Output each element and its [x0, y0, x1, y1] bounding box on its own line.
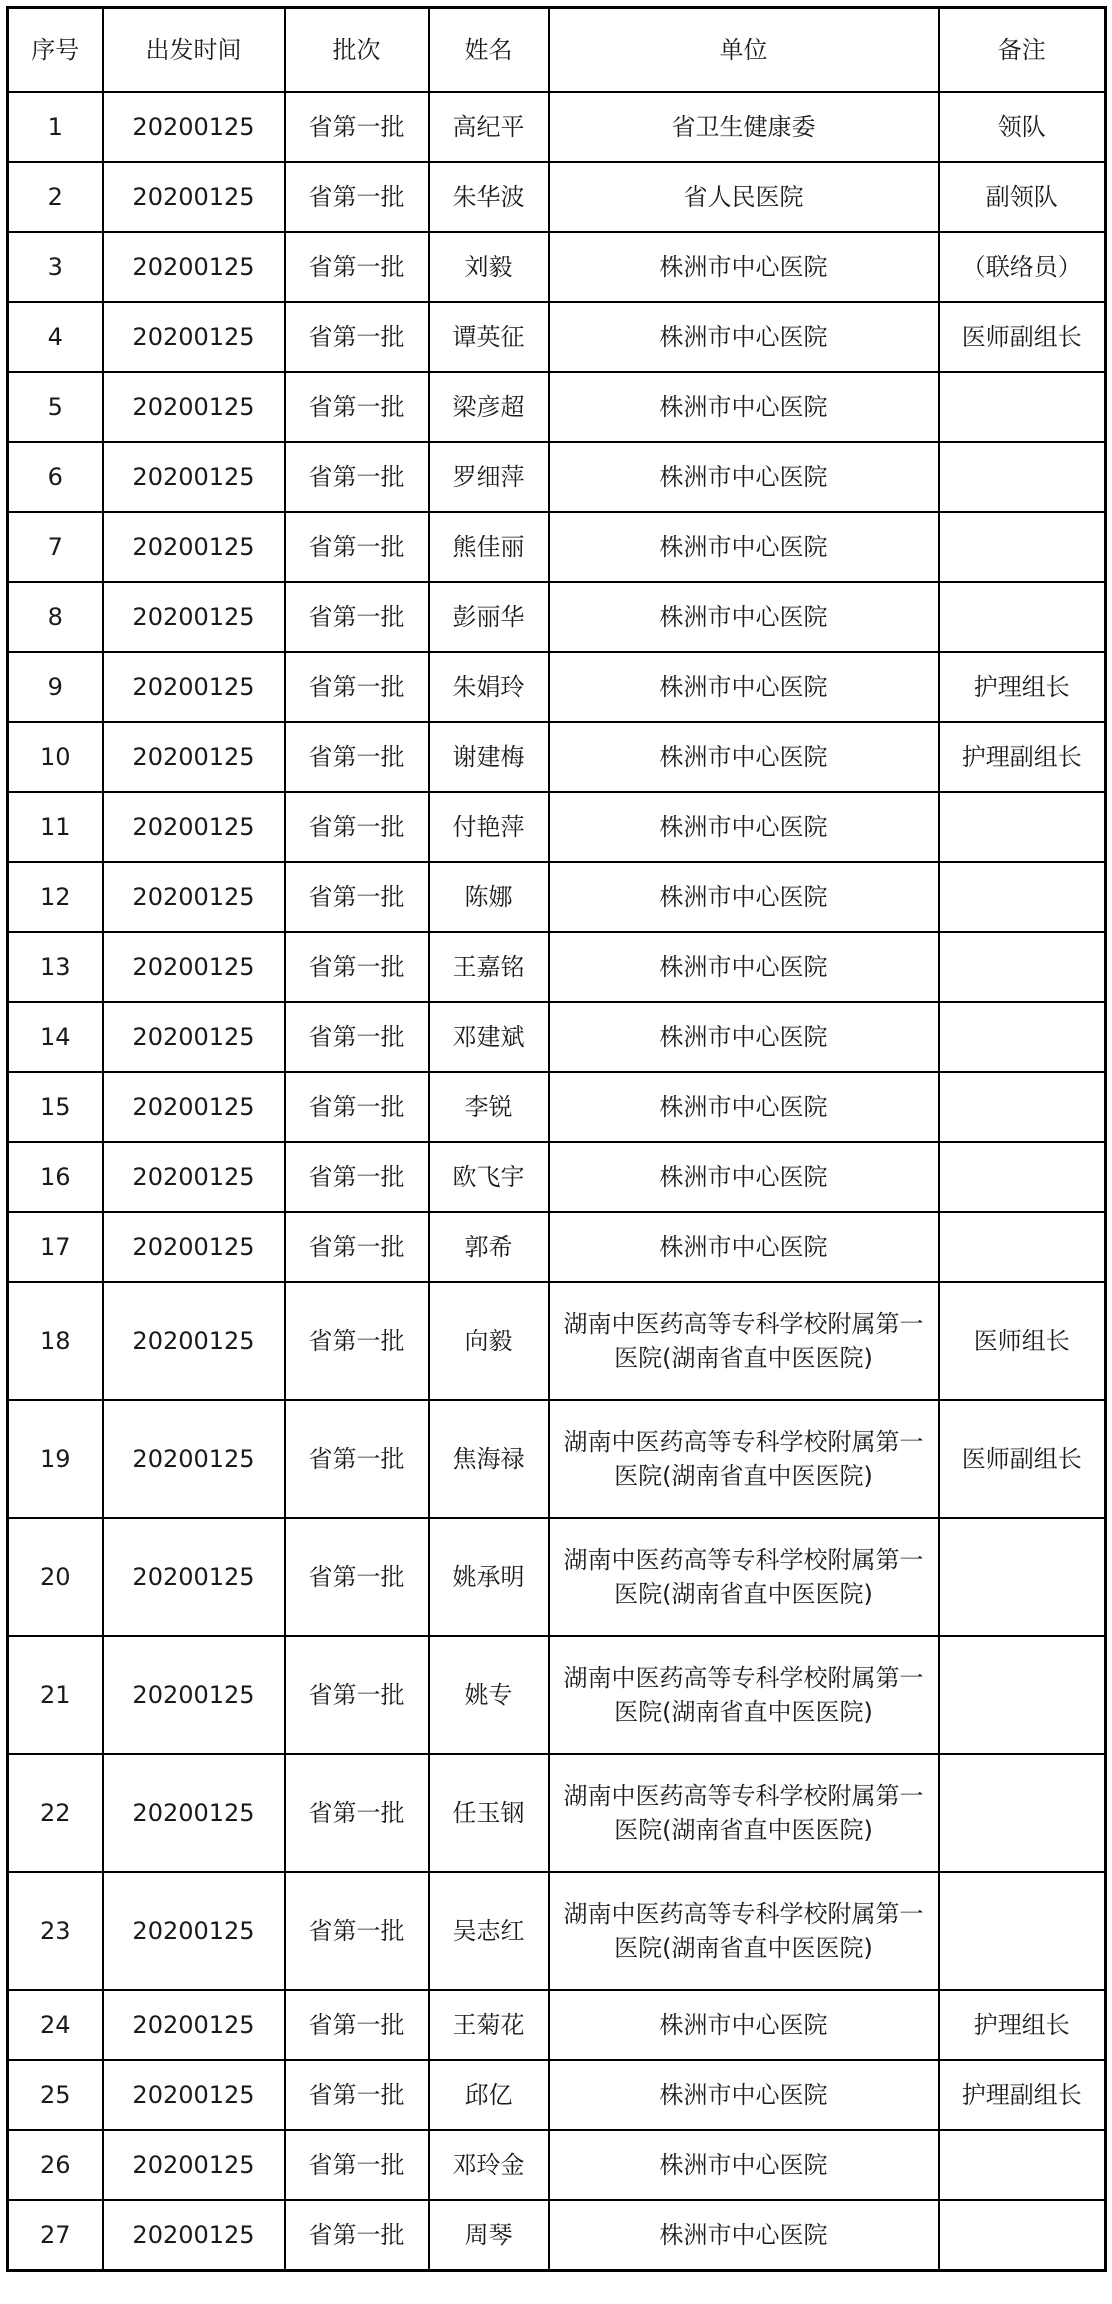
- table-row: [8, 1400, 1106, 1518]
- cell-batch: 省第一批: [285, 2130, 429, 2200]
- cell-batch: 省第一批: [285, 232, 429, 302]
- cell-batch: 省第一批: [285, 862, 429, 932]
- table-row: [8, 1754, 1106, 1872]
- table-row: [8, 1636, 1106, 1754]
- cell-unit: 株洲市中心医院: [549, 1142, 939, 1212]
- cell-name: 焦海禄: [429, 1400, 549, 1518]
- cell-name: 王菊花: [429, 1990, 549, 2060]
- cell-unit: 株洲市中心医院: [549, 232, 939, 302]
- cell-name: 熊佳丽: [429, 512, 549, 582]
- cell-batch: 省第一批: [285, 1754, 429, 1872]
- cell-name: 谢建梅: [429, 722, 549, 792]
- table-row: [8, 2060, 1106, 2130]
- cell-note: 护理副组长: [939, 722, 1106, 792]
- cell-date: 20200125: [103, 652, 285, 722]
- cell-note: （联络员）: [939, 232, 1106, 302]
- cell-date: 20200125: [103, 512, 285, 582]
- cell-note: [939, 2130, 1106, 2200]
- cell-name: 朱华波: [429, 162, 549, 232]
- cell-date: 20200125: [103, 2060, 285, 2130]
- cell-name: 欧飞宇: [429, 1142, 549, 1212]
- table-row: [8, 1072, 1106, 1142]
- cell-no: 17: [8, 1212, 103, 1282]
- cell-name: 谭英征: [429, 302, 549, 372]
- table-row: [8, 1282, 1106, 1400]
- cell-note: 护理组长: [939, 652, 1106, 722]
- cell-note: 副领队: [939, 162, 1106, 232]
- cell-batch: 省第一批: [285, 1990, 429, 2060]
- table-row: [8, 1212, 1106, 1282]
- cell-no: 1: [8, 92, 103, 162]
- cell-note: [939, 2200, 1106, 2271]
- cell-date: 20200125: [103, 1212, 285, 1282]
- cell-batch: 省第一批: [285, 1072, 429, 1142]
- cell-note: [939, 932, 1106, 1002]
- cell-no: 20: [8, 1518, 103, 1636]
- header-name: 姓名: [429, 8, 549, 93]
- cell-name: 李锐: [429, 1072, 549, 1142]
- cell-no: 25: [8, 2060, 103, 2130]
- cell-note: [939, 512, 1106, 582]
- cell-date: 20200125: [103, 372, 285, 442]
- cell-date: 20200125: [103, 1400, 285, 1518]
- cell-date: 20200125: [103, 162, 285, 232]
- table-row: [8, 722, 1106, 792]
- cell-unit: 株洲市中心医院: [549, 1072, 939, 1142]
- cell-date: 20200125: [103, 2200, 285, 2271]
- cell-date: 20200125: [103, 442, 285, 512]
- cell-no: 2: [8, 162, 103, 232]
- cell-unit: 株洲市中心医院: [549, 582, 939, 652]
- table-row: [8, 232, 1106, 302]
- cell-batch: 省第一批: [285, 2200, 429, 2271]
- cell-batch: 省第一批: [285, 92, 429, 162]
- cell-date: 20200125: [103, 92, 285, 162]
- cell-unit: 湖南中医药高等专科学校附属第一医院(湖南省直中医医院): [549, 1872, 939, 1990]
- header-note: 备注: [939, 8, 1106, 93]
- cell-no: 8: [8, 582, 103, 652]
- table-row: [8, 512, 1106, 582]
- cell-date: 20200125: [103, 862, 285, 932]
- cell-no: 12: [8, 862, 103, 932]
- table-row: [8, 792, 1106, 862]
- cell-date: 20200125: [103, 722, 285, 792]
- cell-unit: 湖南中医药高等专科学校附属第一医院(湖南省直中医医院): [549, 1518, 939, 1636]
- cell-no: 19: [8, 1400, 103, 1518]
- table-row: [8, 932, 1106, 1002]
- cell-unit: 省卫生健康委: [549, 92, 939, 162]
- cell-name: 姚承明: [429, 1518, 549, 1636]
- cell-name: 高纪平: [429, 92, 549, 162]
- cell-note: [939, 1072, 1106, 1142]
- cell-unit: 湖南中医药高等专科学校附属第一医院(湖南省直中医医院): [549, 1400, 939, 1518]
- cell-unit: 株洲市中心医院: [549, 1990, 939, 2060]
- cell-note: 医师组长: [939, 1282, 1106, 1400]
- cell-no: 3: [8, 232, 103, 302]
- cell-unit: 株洲市中心医院: [549, 2060, 939, 2130]
- cell-date: 20200125: [103, 1754, 285, 1872]
- header-no: 序号: [8, 8, 103, 93]
- cell-batch: 省第一批: [285, 652, 429, 722]
- cell-no: 22: [8, 1754, 103, 1872]
- cell-unit: 株洲市中心医院: [549, 862, 939, 932]
- cell-date: 20200125: [103, 1636, 285, 1754]
- cell-no: 16: [8, 1142, 103, 1212]
- cell-batch: 省第一批: [285, 2060, 429, 2130]
- header-unit: 单位: [549, 8, 939, 93]
- cell-name: 邓建斌: [429, 1002, 549, 1072]
- personnel-table: [6, 6, 1107, 2272]
- cell-no: 21: [8, 1636, 103, 1754]
- cell-no: 14: [8, 1002, 103, 1072]
- cell-batch: 省第一批: [285, 1518, 429, 1636]
- cell-note: [939, 1212, 1106, 1282]
- table-row: [8, 1518, 1106, 1636]
- cell-note: [939, 792, 1106, 862]
- cell-unit: 株洲市中心医院: [549, 792, 939, 862]
- cell-note: [939, 582, 1106, 652]
- table-row: [8, 862, 1106, 932]
- cell-note: [939, 442, 1106, 512]
- cell-batch: 省第一批: [285, 442, 429, 512]
- table-row: [8, 162, 1106, 232]
- cell-name: 邱亿: [429, 2060, 549, 2130]
- table-row: [8, 2130, 1106, 2200]
- cell-note: [939, 1754, 1106, 1872]
- cell-name: 陈娜: [429, 862, 549, 932]
- cell-note: 护理组长: [939, 1990, 1106, 2060]
- cell-date: 20200125: [103, 302, 285, 372]
- table-body: [8, 92, 1106, 2271]
- cell-batch: 省第一批: [285, 1872, 429, 1990]
- cell-name: 朱娟玲: [429, 652, 549, 722]
- cell-note: 医师副组长: [939, 302, 1106, 372]
- cell-no: 5: [8, 372, 103, 442]
- cell-note: [939, 1142, 1106, 1212]
- cell-unit: 株洲市中心医院: [549, 2130, 939, 2200]
- cell-date: 20200125: [103, 1142, 285, 1212]
- cell-unit: 湖南中医药高等专科学校附属第一医院(湖南省直中医医院): [549, 1636, 939, 1754]
- cell-date: 20200125: [103, 1518, 285, 1636]
- cell-name: 周琴: [429, 2200, 549, 2271]
- cell-unit: 省人民医院: [549, 162, 939, 232]
- cell-unit: 株洲市中心医院: [549, 512, 939, 582]
- cell-unit: 株洲市中心医院: [549, 1212, 939, 1282]
- cell-batch: 省第一批: [285, 722, 429, 792]
- cell-no: 26: [8, 2130, 103, 2200]
- table-row: [8, 582, 1106, 652]
- cell-name: 姚专: [429, 1636, 549, 1754]
- cell-name: 王嘉铭: [429, 932, 549, 1002]
- cell-name: 付艳萍: [429, 792, 549, 862]
- cell-no: 15: [8, 1072, 103, 1142]
- cell-no: 10: [8, 722, 103, 792]
- cell-note: 医师副组长: [939, 1400, 1106, 1518]
- cell-date: 20200125: [103, 1072, 285, 1142]
- table-row: [8, 372, 1106, 442]
- cell-batch: 省第一批: [285, 1002, 429, 1072]
- cell-name: 向毅: [429, 1282, 549, 1400]
- cell-batch: 省第一批: [285, 1212, 429, 1282]
- cell-no: 23: [8, 1872, 103, 1990]
- cell-batch: 省第一批: [285, 162, 429, 232]
- cell-name: 邓玲金: [429, 2130, 549, 2200]
- cell-batch: 省第一批: [285, 1636, 429, 1754]
- cell-batch: 省第一批: [285, 372, 429, 442]
- cell-batch: 省第一批: [285, 302, 429, 372]
- table-row: [8, 652, 1106, 722]
- cell-unit: 株洲市中心医院: [549, 2200, 939, 2271]
- cell-date: 20200125: [103, 1002, 285, 1072]
- cell-date: 20200125: [103, 1990, 285, 2060]
- cell-unit: 湖南中医药高等专科学校附属第一医院(湖南省直中医医院): [549, 1754, 939, 1872]
- cell-no: 6: [8, 442, 103, 512]
- cell-note: [939, 372, 1106, 442]
- cell-batch: 省第一批: [285, 1282, 429, 1400]
- cell-batch: 省第一批: [285, 1400, 429, 1518]
- cell-note: [939, 1872, 1106, 1990]
- cell-unit: 株洲市中心医院: [549, 302, 939, 372]
- header-date: 出发时间: [103, 8, 285, 93]
- table-row: [8, 92, 1106, 162]
- cell-name: 罗细萍: [429, 442, 549, 512]
- cell-name: 吴志红: [429, 1872, 549, 1990]
- cell-name: 刘毅: [429, 232, 549, 302]
- cell-unit: 株洲市中心医院: [549, 442, 939, 512]
- table-row: [8, 442, 1106, 512]
- cell-no: 11: [8, 792, 103, 862]
- cell-name: 任玉钢: [429, 1754, 549, 1872]
- header-batch: 批次: [285, 8, 429, 93]
- cell-date: 20200125: [103, 792, 285, 862]
- table-row: [8, 302, 1106, 372]
- cell-date: 20200125: [103, 582, 285, 652]
- cell-batch: 省第一批: [285, 792, 429, 862]
- cell-unit: 株洲市中心医院: [549, 652, 939, 722]
- cell-note: 领队: [939, 92, 1106, 162]
- cell-no: 24: [8, 1990, 103, 2060]
- cell-date: 20200125: [103, 1872, 285, 1990]
- cell-date: 20200125: [103, 232, 285, 302]
- cell-no: 18: [8, 1282, 103, 1400]
- cell-name: 彭丽华: [429, 582, 549, 652]
- cell-note: 护理副组长: [939, 2060, 1106, 2130]
- cell-batch: 省第一批: [285, 512, 429, 582]
- cell-batch: 省第一批: [285, 932, 429, 1002]
- cell-no: 7: [8, 512, 103, 582]
- cell-no: 27: [8, 2200, 103, 2271]
- cell-note: [939, 1002, 1106, 1072]
- cell-date: 20200125: [103, 932, 285, 1002]
- table-row: [8, 1142, 1106, 1212]
- cell-batch: 省第一批: [285, 1142, 429, 1212]
- table-row: [8, 1002, 1106, 1072]
- cell-name: 梁彦超: [429, 372, 549, 442]
- cell-note: [939, 862, 1106, 932]
- cell-unit: 株洲市中心医院: [549, 1002, 939, 1072]
- table-row: [8, 2200, 1106, 2271]
- cell-unit: 株洲市中心医院: [549, 722, 939, 792]
- cell-no: 9: [8, 652, 103, 722]
- cell-note: [939, 1518, 1106, 1636]
- cell-note: [939, 1636, 1106, 1754]
- cell-date: 20200125: [103, 2130, 285, 2200]
- cell-unit: 湖南中医药高等专科学校附属第一医院(湖南省直中医医院): [549, 1282, 939, 1400]
- cell-batch: 省第一批: [285, 582, 429, 652]
- cell-no: 4: [8, 302, 103, 372]
- header-row: [8, 8, 1106, 93]
- table-row: [8, 1990, 1106, 2060]
- cell-unit: 株洲市中心医院: [549, 372, 939, 442]
- cell-unit: 株洲市中心医院: [549, 932, 939, 1002]
- cell-date: 20200125: [103, 1282, 285, 1400]
- table-row: [8, 1872, 1106, 1990]
- cell-no: 13: [8, 932, 103, 1002]
- cell-name: 郭希: [429, 1212, 549, 1282]
